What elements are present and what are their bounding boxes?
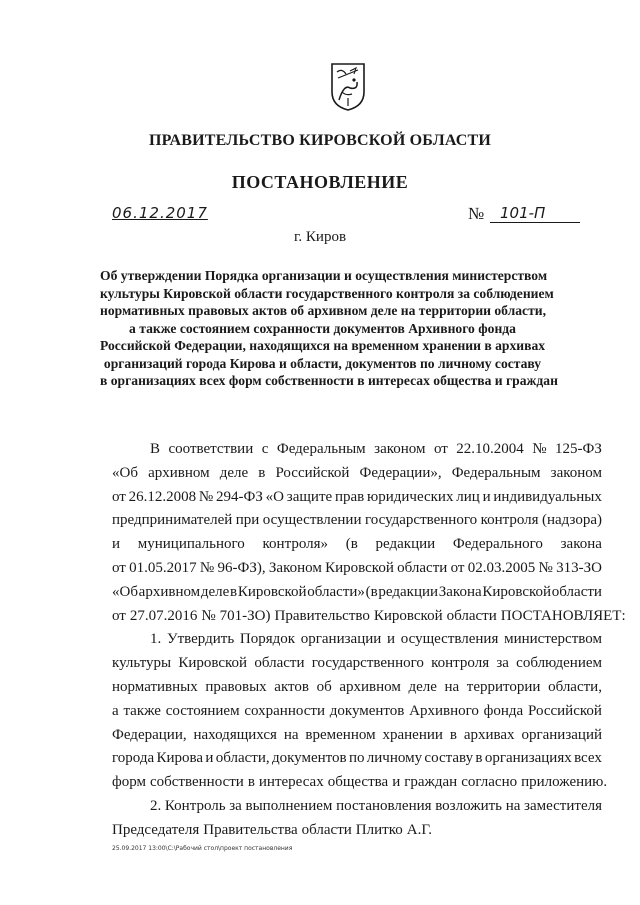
body-line: Федерации, находящихся на временном хранении в архивах организаций xyxy=(112,726,602,743)
body-line: Председателя Правительства области Плитко А.Г. xyxy=(112,821,433,838)
document-date: 06.12.2017 xyxy=(112,204,208,222)
body-line: нормативных правовых актов об архивном деле на территории области, xyxy=(112,678,602,695)
body-line: предпринимателей при осуществлении государственного контроля (надзора) xyxy=(112,512,602,529)
subject-line: организаций города Кирова и области, документов по личному составу xyxy=(103,355,542,371)
document-number: 101-П xyxy=(490,204,580,223)
body-line: форм собственности в интересах общества и граждан согласно приложению. xyxy=(112,774,608,791)
body-line: 2. Контроль за выполнением постановления возложить на заместителя xyxy=(150,797,602,814)
kirov-coat-of-arms-icon xyxy=(330,62,366,112)
body-line: культуры Кировской области государственного контроля за соблюдением xyxy=(112,655,602,672)
city: г. Киров xyxy=(293,229,347,245)
file-path-footer: 25.09.2017 13:00\C:\Рабочий стол\проект постановления xyxy=(112,845,293,852)
government-title: ПРАВИТЕЛЬСТВО КИРОВСКОЙ ОБЛАСТИ xyxy=(148,132,492,149)
body-line: «Об архивном деле в Российской Федерации», Федеральным законом xyxy=(112,464,602,481)
subject-line: в организациях всех форм собственности в интересах общества и граждан xyxy=(100,373,558,388)
number-label: № xyxy=(468,204,485,223)
subject-line: культуры Кировской области государственного контроля за соблюдением xyxy=(100,285,554,301)
subject-line: Российской Федерации, находящихся на временном хранении в архивах xyxy=(100,338,546,353)
body-line: города Кирова и области, документов по личному составу в организациях всех xyxy=(112,750,602,767)
document-subject xyxy=(100,267,558,390)
body-line: от 27.07.2016 № 701-ЗО) Правительство Кировской области ПОСТАНОВЛЯЕТ: xyxy=(112,607,626,624)
body-line: от 01.05.2017 № 96-ФЗ), Законом Кировской области от 02.03.2005 № 313-ЗО xyxy=(112,559,602,576)
subject-line: нормативных правовых актов об архивном деле на территории области, xyxy=(100,303,547,318)
body-line: а также состоянием сохранности документов Архивного фонда Российской xyxy=(112,702,602,719)
body-line: от 26.12.2008 № 294-ФЗ «О защите прав юридических лиц и индивидуальных xyxy=(112,488,602,505)
document-type: ПОСТАНОВЛЕНИЕ xyxy=(231,172,409,192)
body-line: и муниципального контроля» (в редакции Федерального закона xyxy=(112,536,602,553)
body-line: 1. Утвердить Порядок организации и осуществления министерством xyxy=(150,631,602,648)
document-body xyxy=(112,438,626,843)
body-line: «Об архивном деле в Кировской области» (в редакции Закона Кировской области xyxy=(112,583,602,600)
subject-line: а также состоянием сохранности документов Архивного фонда xyxy=(129,320,516,336)
subject-line: Об утверждении Порядка организации и осуществления министерством xyxy=(100,268,548,283)
body-line: В соответствии с Федеральным законом от 22.10.2004 № 125-ФЗ xyxy=(150,441,602,457)
